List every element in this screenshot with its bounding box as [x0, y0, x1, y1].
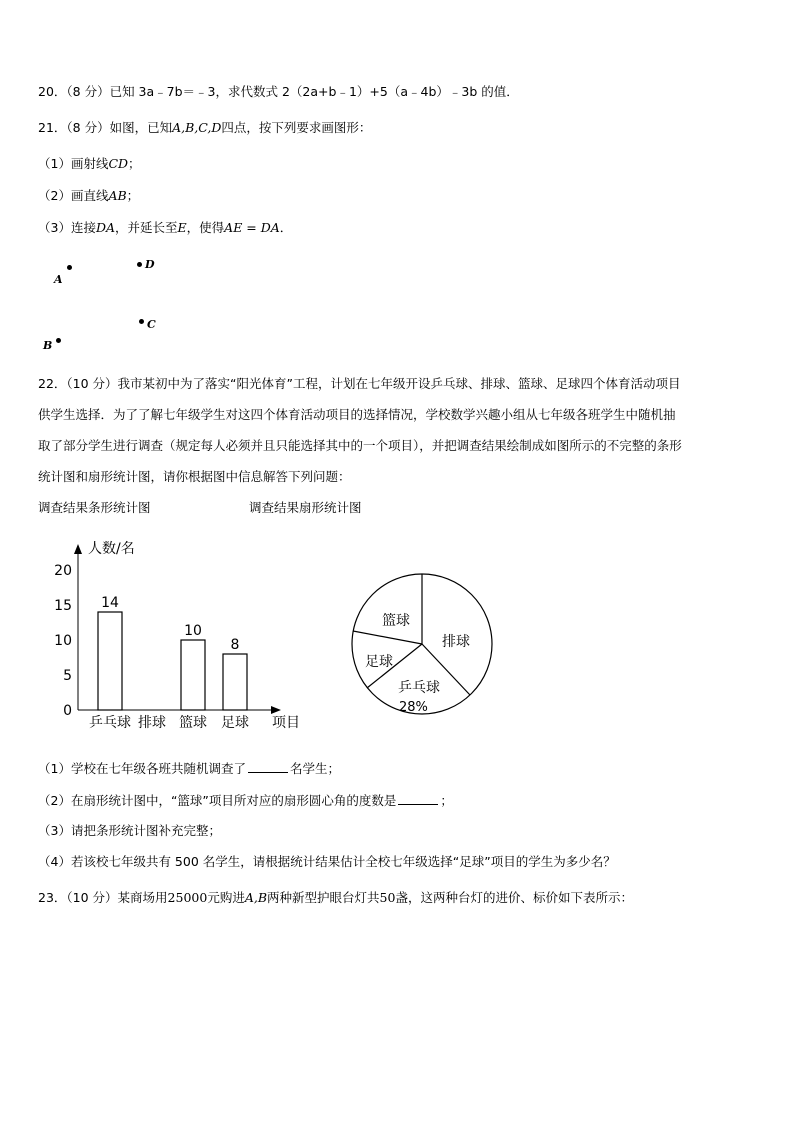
point-a-dot	[67, 265, 72, 270]
q22-sub-4: （4）若该校七年级共有 500 名学生，请根据统计结果估计全校七年级选择“足球”项目的学生为多少名？	[38, 854, 616, 869]
point-a-label: A	[54, 273, 63, 286]
pie-label-football: 足球	[365, 654, 393, 670]
pie-label-pingpong: 乒乓球	[398, 680, 440, 696]
bar-y-tick-label: 10	[54, 633, 72, 649]
bar-篮球	[181, 640, 205, 710]
bar-category-label: 篮球	[179, 715, 207, 731]
pie-chart	[352, 574, 492, 715]
bar-y-tick-label: 20	[54, 563, 72, 579]
bar-value-label: 10	[184, 623, 202, 639]
q21-step-3-text3: ，使得	[186, 220, 225, 235]
point-b-dot	[56, 338, 61, 343]
q22-para-3: 取了部分学生进行调查（规定每人必须并且只能选择其中的一个项目），并把调查结果绘制成如图所示的不完整的条形	[38, 438, 682, 453]
bar-y-axis-arrow	[74, 544, 82, 554]
point-c-dot	[139, 319, 144, 324]
q22-sub-2-answer-blank[interactable]	[398, 792, 438, 805]
bar-value-label: 8	[230, 637, 240, 653]
pie-divider-left	[353, 631, 422, 644]
q21-step-3-math1: DA	[95, 220, 116, 235]
q23-amount: 25000	[167, 890, 208, 905]
bar-y-tick-label: 0	[63, 703, 72, 719]
q21-step-2-math: AB	[108, 188, 127, 203]
q21-step-3-text2: ，并延长至	[115, 220, 178, 235]
point-c-label: C	[147, 318, 156, 331]
point-d-dot	[137, 262, 142, 267]
bar-chart-title: 调查结果条形统计图	[38, 500, 151, 515]
bar-x-axis-arrow	[271, 706, 281, 714]
bar-乒乓球	[98, 612, 122, 710]
q21-step-3-text: （3）连接	[38, 220, 96, 235]
pie-label-volleyball: 排球	[442, 634, 470, 650]
q21-step-1	[38, 156, 141, 172]
survey-charts	[30, 530, 510, 750]
q21-step-3-math2: E	[177, 220, 187, 235]
q21-step-1-text: （1）画射线	[38, 156, 109, 171]
bar-category-label: 乒乓球	[89, 715, 131, 731]
q22-para-2: 供学生选择．为了了解七年级学生对这四个体育活动项目的选择情况，学校数学兴趣小组从七年级各班学生中随机抽	[38, 407, 676, 422]
point-b-label: B	[43, 339, 53, 352]
q22-sub-2-end: ；	[440, 793, 453, 808]
q23-text-a: 23．（10 分）某商场用	[38, 890, 168, 905]
q22-sub-1-answer-blank[interactable]	[248, 760, 288, 773]
q21-intro	[38, 120, 371, 136]
q22-sub-2	[38, 792, 453, 809]
bar-y-axis-label: 人数/名	[88, 541, 135, 557]
q21-step-1-end: ；	[128, 156, 141, 171]
bar-category-label: 排球	[138, 715, 166, 731]
bar-y-tick-label: 5	[63, 668, 72, 684]
pie-chart-title: 调查结果扇形统计图	[249, 500, 362, 515]
q22-sub-1	[38, 760, 340, 777]
bar-y-tick-label: 15	[54, 598, 72, 614]
q22-sub-2-text: （2）在扇形统计图中，“篮球”项目所对应的扇形圆心角的度数是	[38, 793, 397, 808]
q21-step-3	[38, 220, 292, 236]
q21-step-2	[38, 188, 139, 204]
q21-intro-a: 21．（8 分）如图，已知	[38, 120, 173, 135]
q21-step-3-math3: AE = DA	[224, 220, 280, 235]
q21-intro-b: 四点，按下列要求画图形：	[221, 120, 372, 135]
bar-value-label: 14	[101, 595, 119, 611]
q22-sub-1-text: （1）学校在七年级各班共随机调查了	[38, 761, 246, 776]
bar-x-axis-label: 项目	[272, 715, 300, 731]
pie-label-basketball: 篮球	[382, 613, 410, 629]
point-d-label: D	[145, 258, 155, 271]
q23-text-b: 元购进	[207, 890, 245, 905]
q23-lamp-types: A,B	[244, 890, 268, 905]
q21-step-2-end: ；	[126, 188, 140, 203]
q23-text	[38, 890, 633, 906]
q23-text-d: 盏，这两种台灯的进价、标价如下表所示：	[395, 890, 633, 905]
q22-sub-1-end: 名学生；	[289, 761, 340, 776]
q21-step-1-math: CD	[108, 156, 129, 171]
q23-text-c: 两种新型护眼台灯共	[267, 890, 380, 905]
bar-category-label: 足球	[221, 715, 249, 731]
q22-sub-3: （3）请把条形统计图补充完整；	[38, 823, 221, 838]
q21-intro-math: A,B,C,D	[172, 120, 222, 135]
q23-count: 50	[379, 890, 396, 905]
pie-label-pingpong-percent: 28%	[399, 700, 428, 715]
q21-step-2-text: （2）画直线	[38, 188, 109, 203]
q21-step-3-end: ．	[279, 220, 293, 235]
bar-chart	[54, 540, 300, 731]
q22-para-4: 统计图和扇形统计图，请你根据图中信息解答下列问题：	[38, 469, 351, 484]
q20-text: 20．（8 分）已知 3a﹣7b＝﹣3，求代数式 2（2a+b﹣1）+5（a﹣4b）﹣3b 的值．	[38, 84, 519, 99]
q22-para-1: 22．（10 分）我市某初中为了落实“阳光体育”工程，计划在七年级开设乒乓球、排球、篮球、足球四个体育活动项目	[38, 376, 681, 391]
bar-足球	[223, 654, 247, 710]
